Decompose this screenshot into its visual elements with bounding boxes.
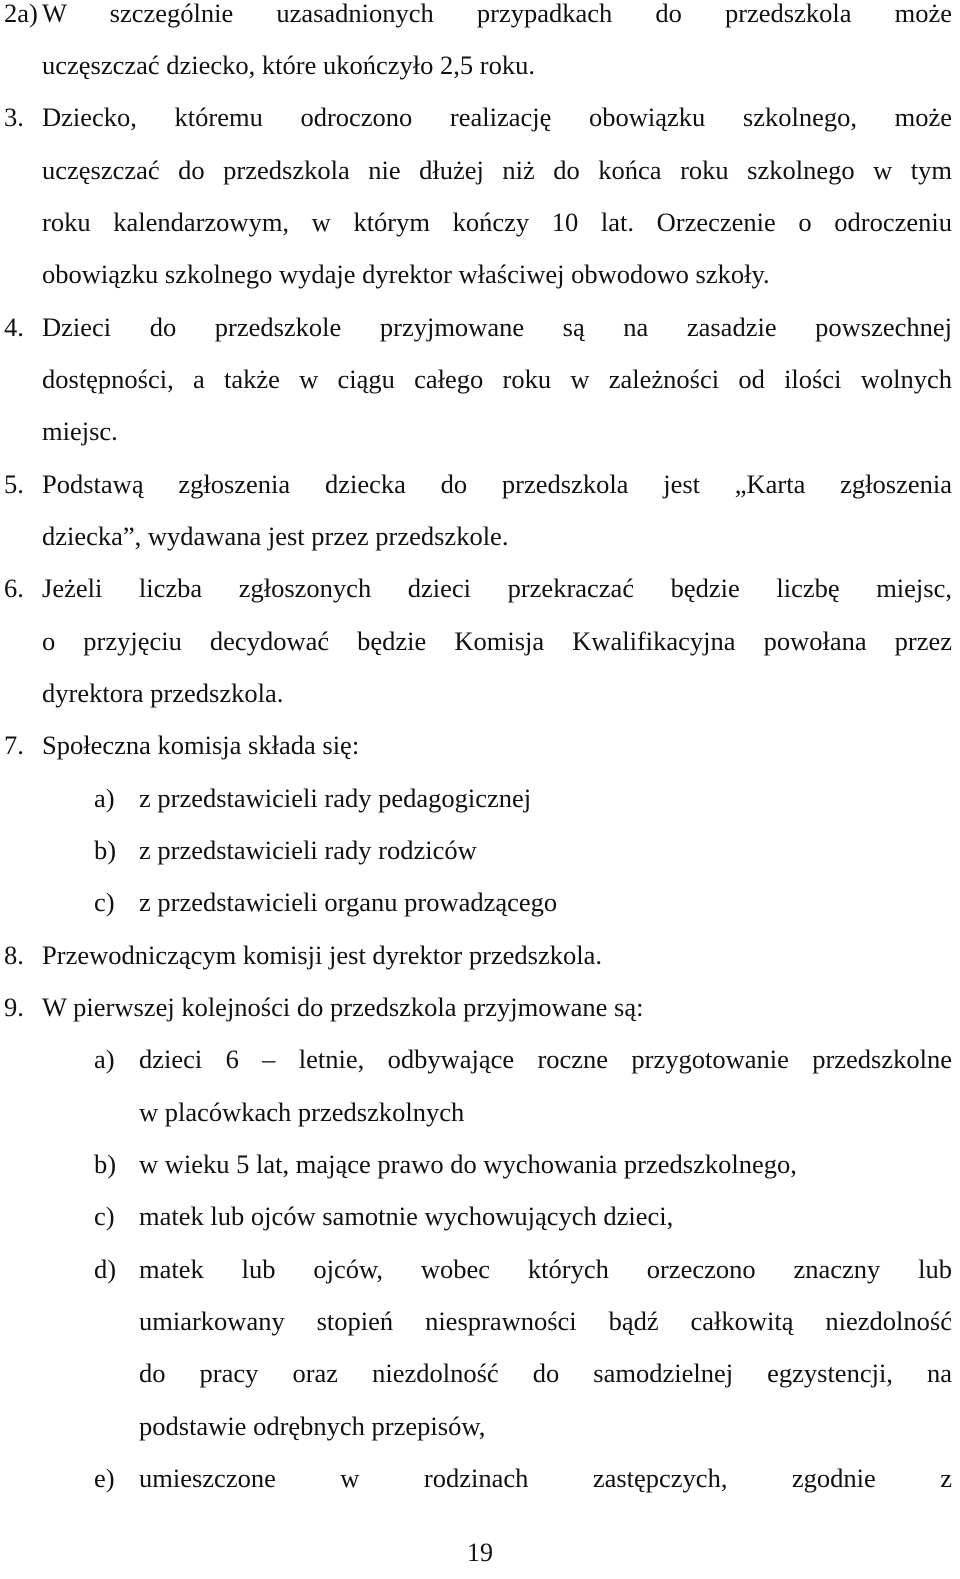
sub-item-label: a) xyxy=(94,783,115,813)
list-item xyxy=(0,562,960,614)
paragraph-line: z przedstawicieli organu prowadzącego xyxy=(139,887,558,917)
sub-list-item xyxy=(0,1452,960,1504)
page-number: 19 xyxy=(467,1538,493,1567)
paragraph-line: Społeczna komisja składa się: xyxy=(42,730,360,760)
paragraph-line: Podstawą zgłoszenia dziecka do przedszkola jest „Karta zgłoszenia xyxy=(42,469,952,499)
sub-item-label: c) xyxy=(94,887,115,917)
paragraph-line: obowiązku szkolnego wydaje dyrektor właściwej obwodowo szkoły. xyxy=(42,259,770,289)
paragraph-line: dyrektora przedszkola. xyxy=(42,678,284,708)
paragraph-line: dzieci 6 – letnie, odbywające roczne przygotowanie przedszkolne xyxy=(139,1044,952,1074)
list-item xyxy=(0,301,960,353)
paragraph-line: w placówkach przedszkolnych xyxy=(139,1097,465,1127)
sub-list-item xyxy=(0,876,960,928)
list-item-continuation xyxy=(0,353,960,405)
paragraph-line: z przedstawicieli rady pedagogicznej xyxy=(139,783,532,813)
paragraph-line: w wieku 5 lat, mające prawo do wychowania przedszkolnego, xyxy=(139,1149,797,1179)
paragraph-line: Dziecko, któremu odroczono realizację obowiązku szkolnego, może xyxy=(42,102,952,132)
sub-list-item xyxy=(0,1138,960,1190)
paragraph-line: Jeżeli liczba zgłoszonych dzieci przekraczać będzie liczbę miejsc, xyxy=(42,573,952,603)
paragraph-line: matek lub ojców samotnie wychowujących dzieci, xyxy=(139,1201,674,1231)
item-number: 9. xyxy=(4,992,24,1022)
list-item-continuation xyxy=(0,405,960,457)
paragraph-line: umiarkowany stopień niesprawności bądź całkowitą niezdolność xyxy=(139,1306,952,1336)
paragraph-line: roku kalendarzowym, w którym kończy 10 lat. Orzeczenie o odroczeniu xyxy=(42,207,952,237)
sub-list-item-continuation xyxy=(0,1086,960,1138)
sub-list-item xyxy=(0,772,960,824)
item-number: 5. xyxy=(4,469,24,499)
list-item-continuation xyxy=(0,39,960,91)
sub-list-item xyxy=(0,1033,960,1085)
sub-item-label: a) xyxy=(94,1044,115,1074)
sub-list-item xyxy=(0,824,960,876)
list-item-continuation xyxy=(0,667,960,719)
paragraph-line: umieszczone w rodzinach zastępczych, zgodnie z xyxy=(139,1463,952,1493)
item-number: 2a) xyxy=(4,0,38,28)
list-item xyxy=(0,91,960,143)
item-number: 3. xyxy=(4,102,24,132)
sub-item-label: c) xyxy=(94,1201,115,1231)
sub-item-label: e) xyxy=(94,1463,115,1493)
list-item xyxy=(0,929,960,981)
paragraph-line: Przewodniczącym komisji jest dyrektor przedszkola. xyxy=(42,940,603,970)
sub-item-label: b) xyxy=(94,835,117,865)
list-item-continuation xyxy=(0,248,960,300)
sub-list-item-continuation xyxy=(0,1347,960,1399)
sub-item-label: b) xyxy=(94,1149,117,1179)
paragraph-line: uczęszczać dziecko, które ukończyło 2,5 roku. xyxy=(42,50,535,80)
paragraph-line: W pierwszej kolejności do przedszkola przyjmowane są: xyxy=(42,992,644,1022)
paragraph-line: miejsc. xyxy=(42,416,118,446)
sub-item-label: d) xyxy=(94,1254,117,1284)
item-number: 8. xyxy=(4,940,24,970)
paragraph-line: Dzieci do przedszkole przyjmowane są na zasadzie powszechnej xyxy=(42,312,952,342)
paragraph-line: uczęszczać do przedszkola nie dłużej niż do końca roku szkolnego w tym xyxy=(42,155,952,185)
list-item xyxy=(0,981,960,1033)
item-number: 4. xyxy=(4,312,24,342)
sub-list-item xyxy=(0,1243,960,1295)
list-item-continuation xyxy=(0,196,960,248)
sub-list-item-continuation xyxy=(0,1400,960,1452)
paragraph-line: do pracy oraz niezdolność do samodzielnej egzystencji, na xyxy=(139,1358,952,1388)
list-item-continuation xyxy=(0,144,960,196)
list-item-continuation xyxy=(0,510,960,562)
list-item xyxy=(0,0,960,39)
paragraph-line: matek lub ojców, wobec których orzeczono znaczny lub xyxy=(139,1254,952,1284)
paragraph-line: W szczególnie uzasadnionych przypadkach do przedszkola może xyxy=(42,0,952,28)
paragraph-line: dostępności, a także w ciągu całego roku w zależności od ilości wolnych xyxy=(42,364,952,394)
list-item xyxy=(0,458,960,510)
paragraph-line: o przyjęciu decydować będzie Komisja Kwalifikacyjna powołana przez xyxy=(42,626,952,656)
item-number: 7. xyxy=(4,730,24,760)
paragraph-line: podstawie odrębnych przepisów, xyxy=(139,1411,486,1441)
paragraph-line: z przedstawicieli rady rodziców xyxy=(139,835,477,865)
sub-list-item xyxy=(0,1190,960,1242)
item-number: 6. xyxy=(4,573,24,603)
paragraph-line: dziecka”, wydawana jest przez przedszkole. xyxy=(42,521,509,551)
sub-list-item-continuation xyxy=(0,1295,960,1347)
list-item-continuation xyxy=(0,615,960,667)
list-item xyxy=(0,719,960,771)
